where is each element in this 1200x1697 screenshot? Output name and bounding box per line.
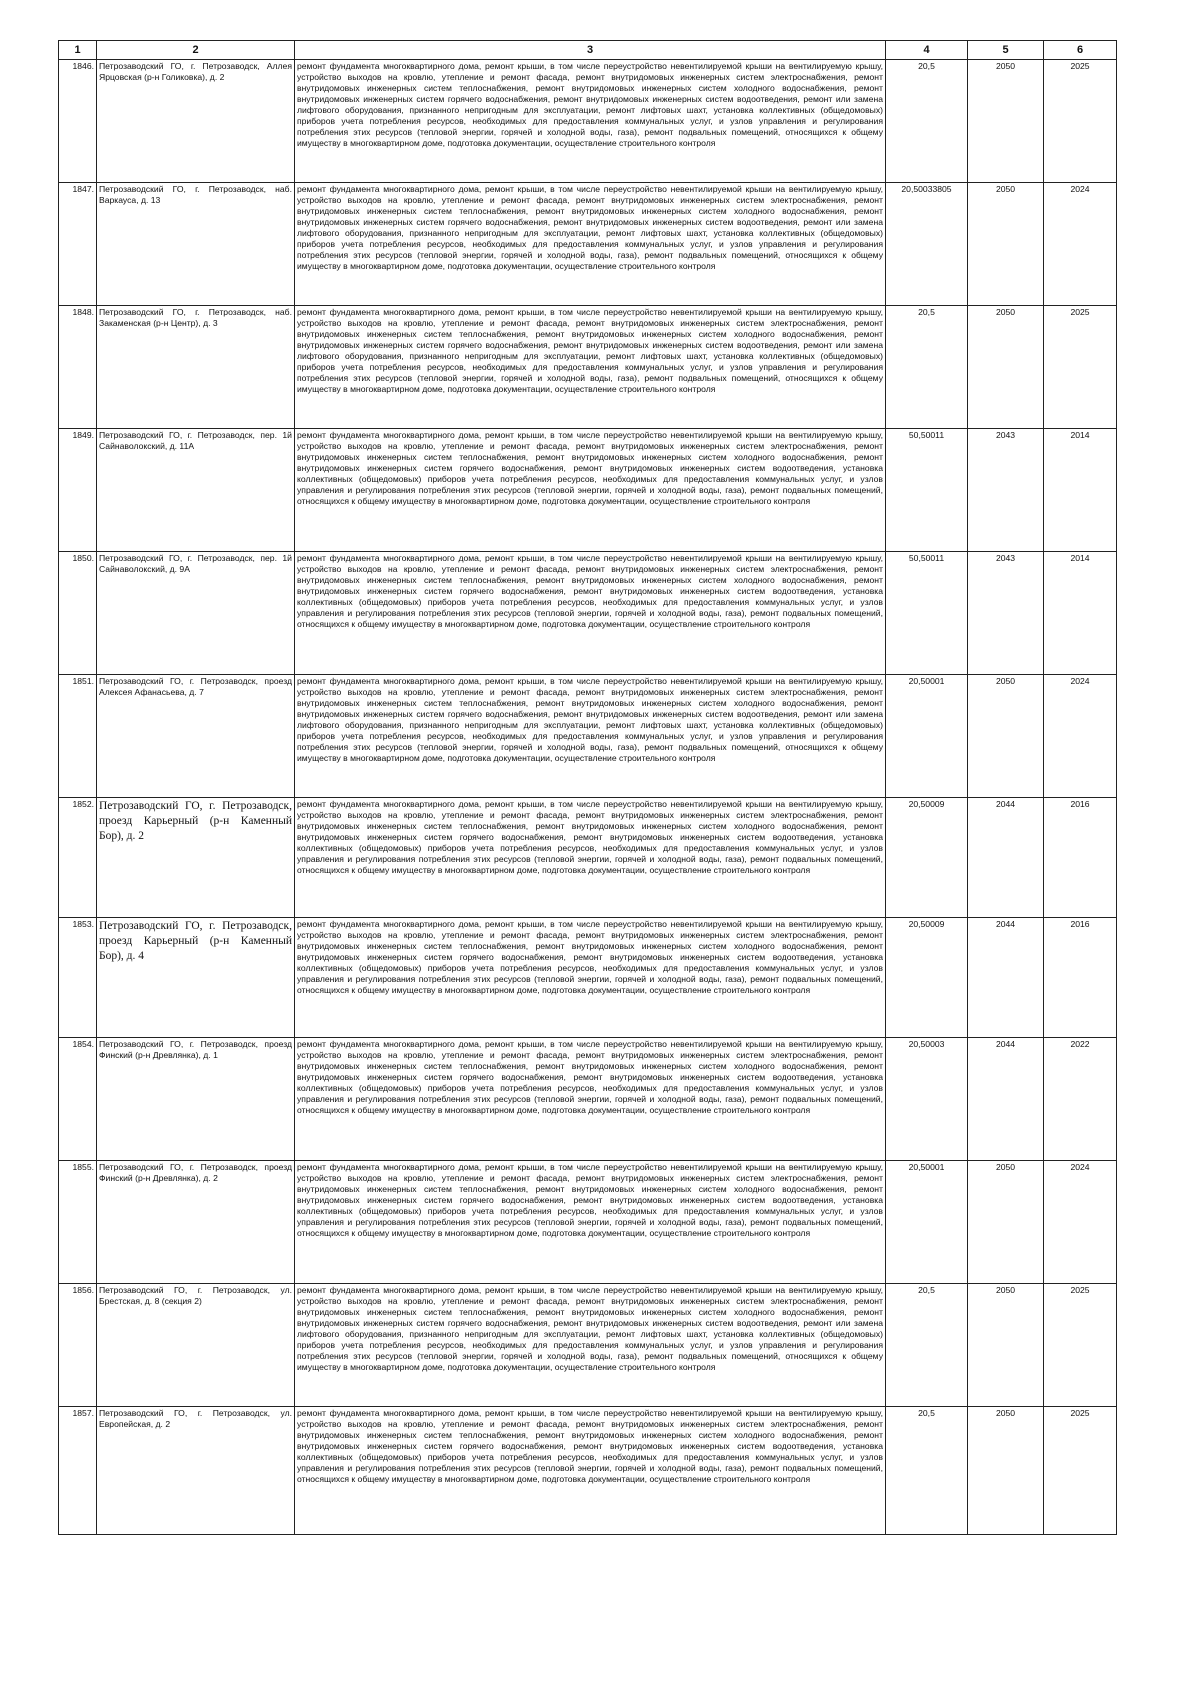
- row-number: 1848.: [59, 306, 97, 429]
- works-cell: ремонт фундамента многоквартирного дома, ремонт крыши, в том числе переустройство невентилируемой крыши на вентилируемую крышу, устройство выходов на кровлю, утепление и ремонт фасада, ремонт внутридомовых инженерных систем электроснабжения, ремонт внутридомовых инженерных систем теплоснабжения, ремонт внутридомовых инженерных систем холодного водоснабжения, ремонт внутридомовых инженерных систем горячего водоснабжения, ремонт внутридомовых инженерных систем водоотведения, ремонт или замена лифтового оборудования, признанного непригодным для эксплуатации, ремонт лифтовых шахт, установка коллективных (общедомовых) приборов учета потребления ресурсов, необходимых для предоставления коммунальных услуг, и узлов управления и регулирования потребления этих ресурсов (тепловой энергии, горячей и холодной воды, газа), ремонт подвальных помещений, относящихся к общему имуществу в многоквартирном доме, подготовка документации, осуществление строительного контроля: [295, 1284, 886, 1407]
- value-cell-5: 2050: [968, 183, 1044, 306]
- header-col-1: 1: [59, 41, 97, 60]
- address-cell: Петрозаводский ГО, г. Петрозаводск, проезд Карьерный (р-н Каменный Бор), д. 4: [97, 918, 295, 1038]
- value-cell-4: 20,50001: [886, 675, 968, 798]
- row-number: 1853.: [59, 918, 97, 1038]
- row-number: 1855.: [59, 1161, 97, 1284]
- address-cell: Петрозаводский ГО, г. Петрозаводск, пер. 1й Сайнаволокский, д. 9А: [97, 552, 295, 675]
- value-cell-6: 2014: [1044, 429, 1117, 552]
- works-cell: ремонт фундамента многоквартирного дома, ремонт крыши, в том числе переустройство невентилируемой крыши на вентилируемую крышу, устройство выходов на кровлю, утепление и ремонт фасада, ремонт внутридомовых инженерных систем электроснабжения, ремонт внутридомовых инженерных систем теплоснабжения, ремонт внутридомовых инженерных систем холодного водоснабжения, ремонт внутридомовых инженерных систем горячего водоснабжения, ремонт внутридомовых инженерных систем водоотведения, ремонт или замена лифтового оборудования, признанного непригодным для эксплуатации, ремонт лифтовых шахт, установка коллективных (общедомовых) приборов учета потребления ресурсов, необходимых для предоставления коммунальных услуг, и узлов управления и регулирования потребления этих ресурсов (тепловой энергии, горячей и холодной воды, газа), ремонт подвальных помещений, относящихся к общему имуществу в многоквартирном доме, подготовка документации, осуществление строительного контроля: [295, 675, 886, 798]
- address-cell: Петрозаводский ГО, г. Петрозаводск, ул. Европейская, д. 2: [97, 1407, 295, 1535]
- table-row: [59, 1161, 1117, 1284]
- value-cell-4: 20,50033805: [886, 183, 968, 306]
- works-cell: ремонт фундамента многоквартирного дома, ремонт крыши, в том числе переустройство невентилируемой крыши на вентилируемую крышу, устройство выходов на кровлю, утепление и ремонт фасада, ремонт внутридомовых инженерных систем электроснабжения, ремонт внутридомовых инженерных систем теплоснабжения, ремонт внутридомовых инженерных систем холодного водоснабжения, ремонт внутридомовых инженерных систем горячего водоснабжения, ремонт внутридомовых инженерных систем водоотведения, установка коллективных (общедомовых) приборов учета потребления ресурсов, необходимых для предоставления коммунальных услуг, и узлов управления и регулирования потребления этих ресурсов (тепловой энергии, горячей и холодной воды, газа), ремонт подвальных помещений, относящихся к общему имуществу в многоквартирном доме, подготовка документации, осуществление строительного контроля: [295, 918, 886, 1038]
- row-number: 1847.: [59, 183, 97, 306]
- row-number: 1857.: [59, 1407, 97, 1535]
- value-cell-4: 50,50011: [886, 552, 968, 675]
- table-row: [59, 1407, 1117, 1535]
- value-cell-5: 2050: [968, 1407, 1044, 1535]
- header-col-5: 5: [968, 41, 1044, 60]
- value-cell-4: 50,50011: [886, 429, 968, 552]
- value-cell-6: 2016: [1044, 918, 1117, 1038]
- works-cell: ремонт фундамента многоквартирного дома, ремонт крыши, в том числе переустройство невентилируемой крыши на вентилируемую крышу, устройство выходов на кровлю, утепление и ремонт фасада, ремонт внутридомовых инженерных систем электроснабжения, ремонт внутридомовых инженерных систем теплоснабжения, ремонт внутридомовых инженерных систем холодного водоснабжения, ремонт внутридомовых инженерных систем горячего водоснабжения, ремонт внутридомовых инженерных систем водоотведения, ремонт или замена лифтового оборудования, признанного непригодным для эксплуатации, ремонт лифтовых шахт, установка коллективных (общедомовых) приборов учета потребления ресурсов, необходимых для предоставления коммунальных услуг, и узлов управления и регулирования потребления этих ресурсов (тепловой энергии, горячей и холодной воды, газа), ремонт подвальных помещений, относящихся к общему имуществу в многоквартирном доме, подготовка документации, осуществление строительного контроля: [295, 183, 886, 306]
- row-number: 1849.: [59, 429, 97, 552]
- table-row: [59, 183, 1117, 306]
- value-cell-6: 2025: [1044, 1284, 1117, 1407]
- value-cell-5: 2050: [968, 306, 1044, 429]
- value-cell-4: 20,50009: [886, 798, 968, 918]
- value-cell-5: 2050: [968, 1284, 1044, 1407]
- works-cell: ремонт фундамента многоквартирного дома, ремонт крыши, в том числе переустройство невентилируемой крыши на вентилируемую крышу, устройство выходов на кровлю, утепление и ремонт фасада, ремонт внутридомовых инженерных систем электроснабжения, ремонт внутридомовых инженерных систем теплоснабжения, ремонт внутридомовых инженерных систем холодного водоснабжения, ремонт внутридомовых инженерных систем горячего водоснабжения, ремонт внутридомовых инженерных систем водоотведения, установка коллективных (общедомовых) приборов учета потребления ресурсов, необходимых для предоставления коммунальных услуг, и узлов управления и регулирования потребления этих ресурсов (тепловой энергии, горячей и холодной воды, газа), ремонт подвальных помещений, относящихся к общему имуществу в многоквартирном доме, подготовка документации, осуществление строительного контроля: [295, 429, 886, 552]
- value-cell-5: 2044: [968, 1038, 1044, 1161]
- works-cell: ремонт фундамента многоквартирного дома, ремонт крыши, в том числе переустройство невентилируемой крыши на вентилируемую крышу, устройство выходов на кровлю, утепление и ремонт фасада, ремонт внутридомовых инженерных систем электроснабжения, ремонт внутридомовых инженерных систем теплоснабжения, ремонт внутридомовых инженерных систем холодного водоснабжения, ремонт внутридомовых инженерных систем горячего водоснабжения, ремонт внутридомовых инженерных систем водоотведения, ремонт или замена лифтового оборудования, признанного непригодным для эксплуатации, ремонт лифтовых шахт, установка коллективных (общедомовых) приборов учета потребления ресурсов, необходимых для предоставления коммунальных услуг, и узлов управления и регулирования потребления этих ресурсов (тепловой энергии, горячей и холодной воды, газа), ремонт подвальных помещений, относящихся к общему имуществу в многоквартирном доме, подготовка документации, осуществление строительного контроля: [295, 306, 886, 429]
- table-row: [59, 918, 1117, 1038]
- works-cell: ремонт фундамента многоквартирного дома, ремонт крыши, в том числе переустройство невентилируемой крыши на вентилируемую крышу, устройство выходов на кровлю, утепление и ремонт фасада, ремонт внутридомовых инженерных систем электроснабжения, ремонт внутридомовых инженерных систем теплоснабжения, ремонт внутридомовых инженерных систем холодного водоснабжения, ремонт внутридомовых инженерных систем горячего водоснабжения, ремонт внутридомовых инженерных систем водоотведения, установка коллективных (общедомовых) приборов учета потребления ресурсов, необходимых для предоставления коммунальных услуг, и узлов управления и регулирования потребления этих ресурсов (тепловой энергии, горячей и холодной воды, газа), ремонт подвальных помещений, относящихся к общему имуществу в многоквартирном доме, подготовка документации, осуществление строительного контроля: [295, 1407, 886, 1535]
- address-cell: Петрозаводский ГО, г. Петрозаводск, наб. Варкауса, д. 13: [97, 183, 295, 306]
- address-cell: Петрозаводский ГО, г. Петрозаводск, наб. Закаменская (р-н Центр), д. 3: [97, 306, 295, 429]
- address-cell: Петрозаводский ГО, г. Петрозаводск, ул. Брестская, д. 8 (секция 2): [97, 1284, 295, 1407]
- header-row: [59, 41, 1117, 60]
- row-number: 1852.: [59, 798, 97, 918]
- works-cell: ремонт фундамента многоквартирного дома, ремонт крыши, в том числе переустройство невентилируемой крыши на вентилируемую крышу, устройство выходов на кровлю, утепление и ремонт фасада, ремонт внутридомовых инженерных систем электроснабжения, ремонт внутридомовых инженерных систем теплоснабжения, ремонт внутридомовых инженерных систем холодного водоснабжения, ремонт внутридомовых инженерных систем горячего водоснабжения, ремонт внутридомовых инженерных систем водоотведения, установка коллективных (общедомовых) приборов учета потребления ресурсов, необходимых для предоставления коммунальных услуг, и узлов управления и регулирования потребления этих ресурсов (тепловой энергии, горячей и холодной воды, газа), ремонт подвальных помещений, относящихся к общему имуществу в многоквартирном доме, подготовка документации, осуществление строительного контроля: [295, 552, 886, 675]
- value-cell-6: 2016: [1044, 798, 1117, 918]
- document-table: [58, 40, 1117, 1535]
- table-row: [59, 798, 1117, 918]
- row-number: 1856.: [59, 1284, 97, 1407]
- table-row: [59, 60, 1117, 183]
- value-cell-6: 2014: [1044, 552, 1117, 675]
- table-row: [59, 1038, 1117, 1161]
- value-cell-5: 2050: [968, 1161, 1044, 1284]
- value-cell-5: 2044: [968, 918, 1044, 1038]
- value-cell-5: 2043: [968, 552, 1044, 675]
- value-cell-6: 2025: [1044, 306, 1117, 429]
- value-cell-6: 2025: [1044, 60, 1117, 183]
- value-cell-4: 20,5: [886, 60, 968, 183]
- value-cell-4: 20,5: [886, 1407, 968, 1535]
- row-number: 1850.: [59, 552, 97, 675]
- address-cell: Петрозаводский ГО, г. Петрозаводск, проезд Финский (р-н Древлянка), д. 1: [97, 1038, 295, 1161]
- row-number: 1854.: [59, 1038, 97, 1161]
- table-row: [59, 1284, 1117, 1407]
- table-body: [59, 60, 1117, 1535]
- value-cell-6: 2024: [1044, 675, 1117, 798]
- address-cell: Петрозаводский ГО, г. Петрозаводск, проезд Финский (р-н Древлянка), д. 2: [97, 1161, 295, 1284]
- header-col-3: 3: [295, 41, 886, 60]
- works-cell: ремонт фундамента многоквартирного дома, ремонт крыши, в том числе переустройство невентилируемой крыши на вентилируемую крышу, устройство выходов на кровлю, утепление и ремонт фасада, ремонт внутридомовых инженерных систем электроснабжения, ремонт внутридомовых инженерных систем теплоснабжения, ремонт внутридомовых инженерных систем холодного водоснабжения, ремонт внутридомовых инженерных систем горячего водоснабжения, ремонт внутридомовых инженерных систем водоотведения, установка коллективных (общедомовых) приборов учета потребления ресурсов, необходимых для предоставления коммунальных услуг, и узлов управления и регулирования потребления этих ресурсов (тепловой энергии, горячей и холодной воды, газа), ремонт подвальных помещений, относящихся к общему имуществу в многоквартирном доме, подготовка документации, осуществление строительного контроля: [295, 1161, 886, 1284]
- address-cell: Петрозаводский ГО, г. Петрозаводск, проезд Карьерный (р-н Каменный Бор), д. 2: [97, 798, 295, 918]
- value-cell-4: 20,5: [886, 306, 968, 429]
- header-col-4: 4: [886, 41, 968, 60]
- value-cell-5: 2043: [968, 429, 1044, 552]
- address-cell: Петрозаводский ГО, г. Петрозаводск, Аллея Ярцовская (р-н Голиковка), д. 2: [97, 60, 295, 183]
- table-row: [59, 552, 1117, 675]
- table-row: [59, 429, 1117, 552]
- row-number: 1846.: [59, 60, 97, 183]
- header-col-6: 6: [1044, 41, 1117, 60]
- value-cell-5: 2050: [968, 60, 1044, 183]
- value-cell-4: 20,5: [886, 1284, 968, 1407]
- table-row: [59, 675, 1117, 798]
- value-cell-6: 2022: [1044, 1038, 1117, 1161]
- row-number: 1851.: [59, 675, 97, 798]
- header-col-2: 2: [97, 41, 295, 60]
- address-cell: Петрозаводский ГО, г. Петрозаводск, проезд Алексея Афанасьева, д. 7: [97, 675, 295, 798]
- works-cell: ремонт фундамента многоквартирного дома, ремонт крыши, в том числе переустройство невентилируемой крыши на вентилируемую крышу, устройство выходов на кровлю, утепление и ремонт фасада, ремонт внутридомовых инженерных систем электроснабжения, ремонт внутридомовых инженерных систем теплоснабжения, ремонт внутридомовых инженерных систем холодного водоснабжения, ремонт внутридомовых инженерных систем горячего водоснабжения, ремонт внутридомовых инженерных систем водоотведения, установка коллективных (общедомовых) приборов учета потребления ресурсов, необходимых для предоставления коммунальных услуг, и узлов управления и регулирования потребления этих ресурсов (тепловой энергии, горячей и холодной воды, газа), ремонт подвальных помещений, относящихся к общему имуществу в многоквартирном доме, подготовка документации, осуществление строительного контроля: [295, 798, 886, 918]
- value-cell-6: 2025: [1044, 1407, 1117, 1535]
- value-cell-5: 2050: [968, 675, 1044, 798]
- value-cell-4: 20,50003: [886, 1038, 968, 1161]
- value-cell-5: 2044: [968, 798, 1044, 918]
- address-cell: Петрозаводский ГО, г. Петрозаводск, пер. 1й Сайнаволокский, д. 11А: [97, 429, 295, 552]
- value-cell-6: 2024: [1044, 1161, 1117, 1284]
- value-cell-4: 20,50009: [886, 918, 968, 1038]
- table-header: [59, 41, 1117, 60]
- value-cell-6: 2024: [1044, 183, 1117, 306]
- table-row: [59, 306, 1117, 429]
- value-cell-4: 20,50001: [886, 1161, 968, 1284]
- works-cell: ремонт фундамента многоквартирного дома, ремонт крыши, в том числе переустройство невентилируемой крыши на вентилируемую крышу, устройство выходов на кровлю, утепление и ремонт фасада, ремонт внутридомовых инженерных систем электроснабжения, ремонт внутридомовых инженерных систем теплоснабжения, ремонт внутридомовых инженерных систем холодного водоснабжения, ремонт внутридомовых инженерных систем горячего водоснабжения, ремонт внутридомовых инженерных систем водоотведения, ремонт или замена лифтового оборудования, признанного непригодным для эксплуатации, ремонт лифтовых шахт, установка коллективных (общедомовых) приборов учета потребления ресурсов, необходимых для предоставления коммунальных услуг, и узлов управления и регулирования потребления этих ресурсов (тепловой энергии, горячей и холодной воды, газа), ремонт подвальных помещений, относящихся к общему имуществу в многоквартирном доме, подготовка документации, осуществление строительного контроля: [295, 60, 886, 183]
- works-cell: ремонт фундамента многоквартирного дома, ремонт крыши, в том числе переустройство невентилируемой крыши на вентилируемую крышу, устройство выходов на кровлю, утепление и ремонт фасада, ремонт внутридомовых инженерных систем электроснабжения, ремонт внутридомовых инженерных систем теплоснабжения, ремонт внутридомовых инженерных систем холодного водоснабжения, ремонт внутридомовых инженерных систем горячего водоснабжения, ремонт внутридомовых инженерных систем водоотведения, установка коллективных (общедомовых) приборов учета потребления ресурсов, необходимых для предоставления коммунальных услуг, и узлов управления и регулирования потребления этих ресурсов (тепловой энергии, горячей и холодной воды, газа), ремонт подвальных помещений, относящихся к общему имуществу в многоквартирном доме, подготовка документации, осуществление строительного контроля: [295, 1038, 886, 1161]
